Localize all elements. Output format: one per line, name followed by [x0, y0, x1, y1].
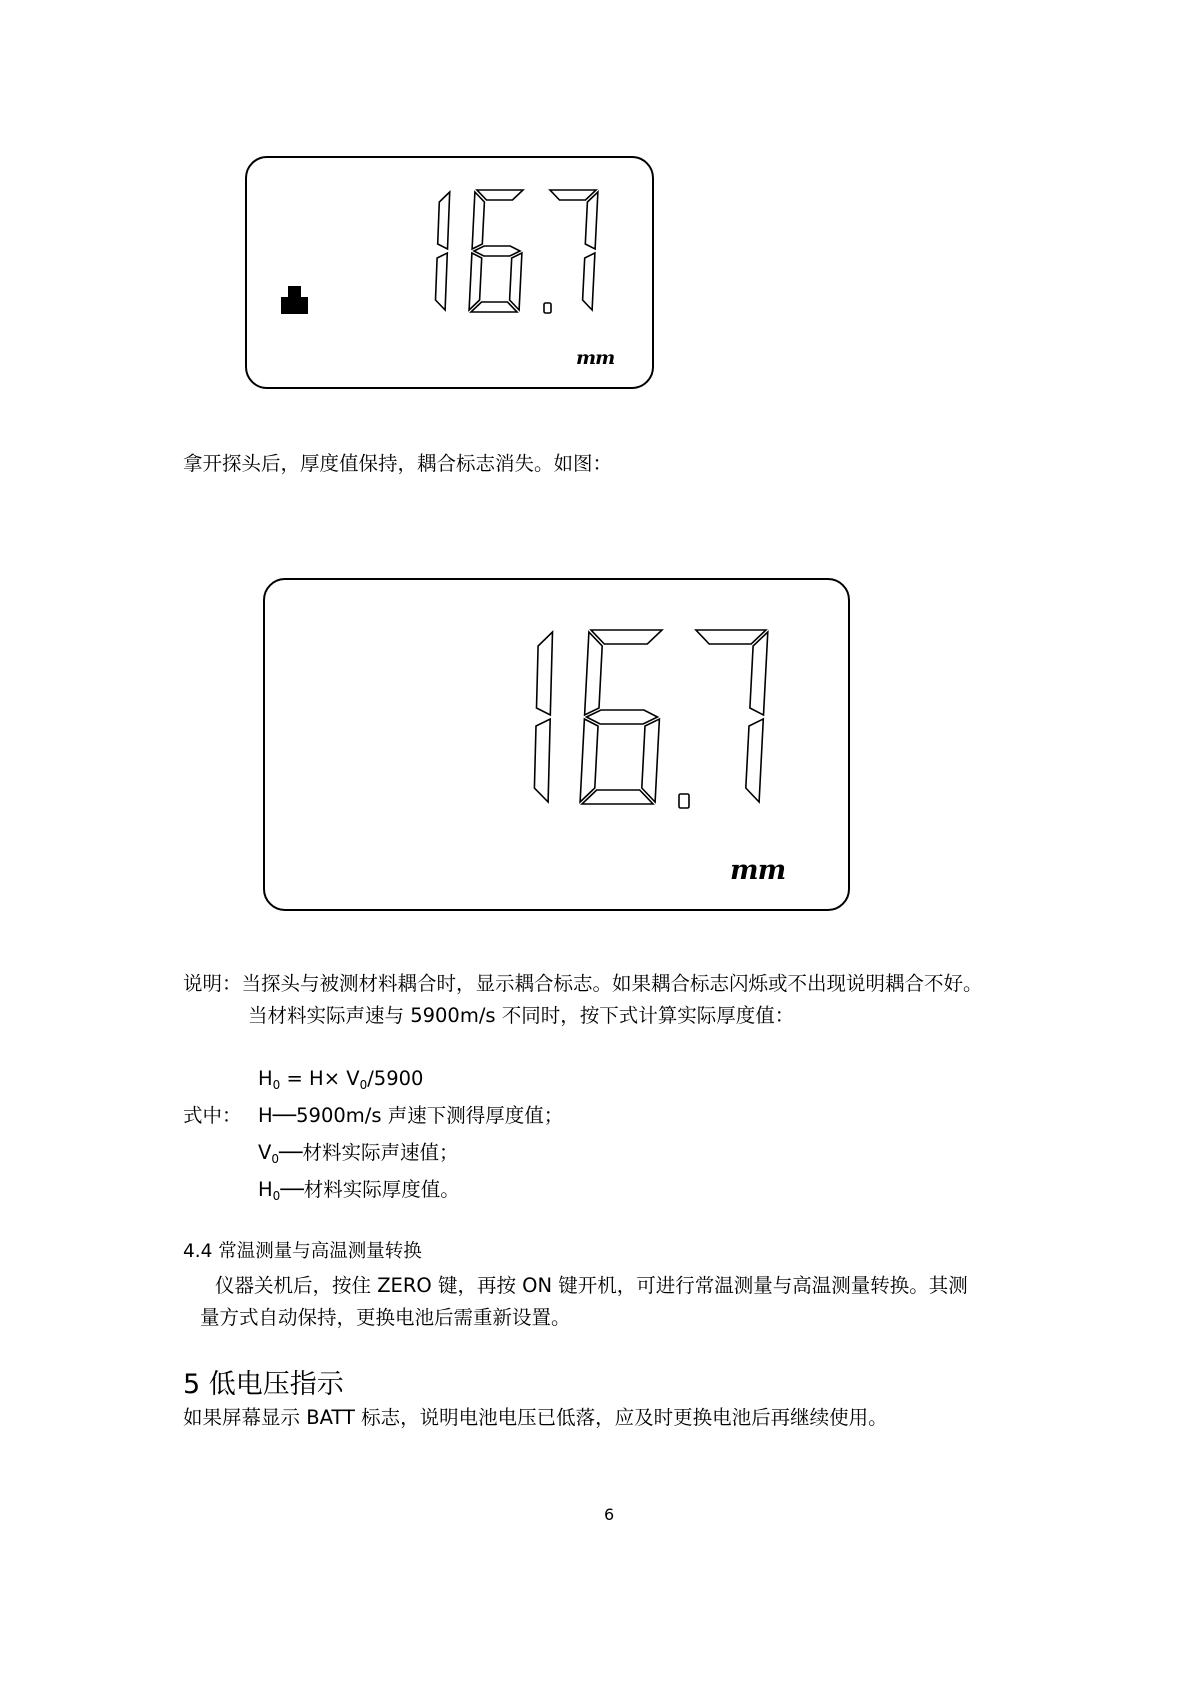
section-5-title: 5 低电压指示 — [183, 1369, 344, 1400]
segment-a — [591, 630, 662, 644]
segment-c — [746, 719, 764, 802]
coupling-indicator-icon — [281, 286, 308, 314]
section-4-4-title: 4.4 常温测量与高温测量转换 — [183, 1241, 422, 1262]
segment-a — [477, 190, 523, 200]
unit-label: mm — [576, 347, 615, 369]
segment-e — [469, 253, 482, 310]
where-item-3 — [258, 1178, 460, 1203]
decimal-point — [544, 303, 551, 313]
where-item-3-sub: 0 — [272, 1189, 281, 1203]
segment-a — [696, 630, 766, 644]
lcd-display-uncoupled — [263, 578, 850, 911]
segment-b — [585, 192, 598, 249]
formula-sub-2: 0 — [359, 1078, 368, 1092]
segment-a — [550, 190, 596, 200]
lcd-digits — [534, 630, 767, 808]
segment-f — [585, 632, 603, 715]
decimal-point — [679, 794, 689, 808]
segment-e — [580, 719, 598, 802]
segment-c — [510, 253, 522, 310]
segment-c — [534, 719, 550, 802]
where-label: 式中： — [183, 1104, 242, 1127]
note-label: 说明： — [183, 972, 242, 995]
where-item-2 — [258, 1141, 458, 1166]
segment-c — [642, 719, 660, 802]
page-number: 6 — [604, 1505, 615, 1524]
segment-b — [537, 632, 553, 715]
segment-c — [583, 253, 595, 310]
formula-h: H — [258, 1067, 273, 1090]
formula-tail: /5900 — [367, 1067, 424, 1090]
note-text-1: 当探头与被测材料耦合时，显示耦合标志。如果耦合标志闪烁或不出现说明耦合不好。 — [241, 972, 983, 995]
segment-d — [471, 302, 517, 312]
formula-mid: = H× V — [280, 1067, 360, 1090]
lcd-digits — [436, 190, 598, 313]
where-item-2-text: ──材料实际声速值； — [278, 1141, 459, 1164]
section-4-4-line-1: 仪器关机后，按住 ZERO 键，再按 ON 键开机，可进行常温测量与高温测量转换。其测 — [215, 1274, 968, 1297]
segment-b — [750, 632, 768, 715]
lcd-display-coupled — [245, 156, 654, 389]
caption-remove-probe: 拿开探头后，厚度值保持，耦合标志消失。如图： — [183, 452, 613, 475]
formula — [258, 1067, 423, 1092]
segment-c — [436, 253, 448, 310]
where-item-3-prefix: H — [258, 1178, 273, 1201]
section-4-4-line-2: 量方式自动保持，更换电池后需重新设置。 — [200, 1306, 571, 1329]
segment-f — [472, 192, 484, 249]
segment-b — [438, 192, 450, 249]
note-line-1 — [183, 972, 983, 995]
where-item-3-text: ──材料实际厚度值。 — [280, 1178, 460, 1201]
segment-g — [474, 246, 520, 256]
formula-sub-1: 0 — [272, 1078, 281, 1092]
segment-d — [582, 790, 653, 804]
section-5-line-1: 如果屏幕显示 BATT 标志，说明电池电压已低落，应及时更换电池后再继续使用。 — [183, 1406, 888, 1429]
note-line-2: 当材料实际声速与 5900m/s 不同时，按下式计算实际厚度值： — [248, 1004, 795, 1027]
segment-g — [587, 710, 658, 724]
where-item-2-sub: 0 — [271, 1152, 279, 1166]
unit-label: mm — [730, 855, 786, 886]
where-item-2-prefix: V — [258, 1141, 272, 1164]
where-item-1: H──5900m/s 声速下测得厚度值； — [258, 1104, 564, 1127]
